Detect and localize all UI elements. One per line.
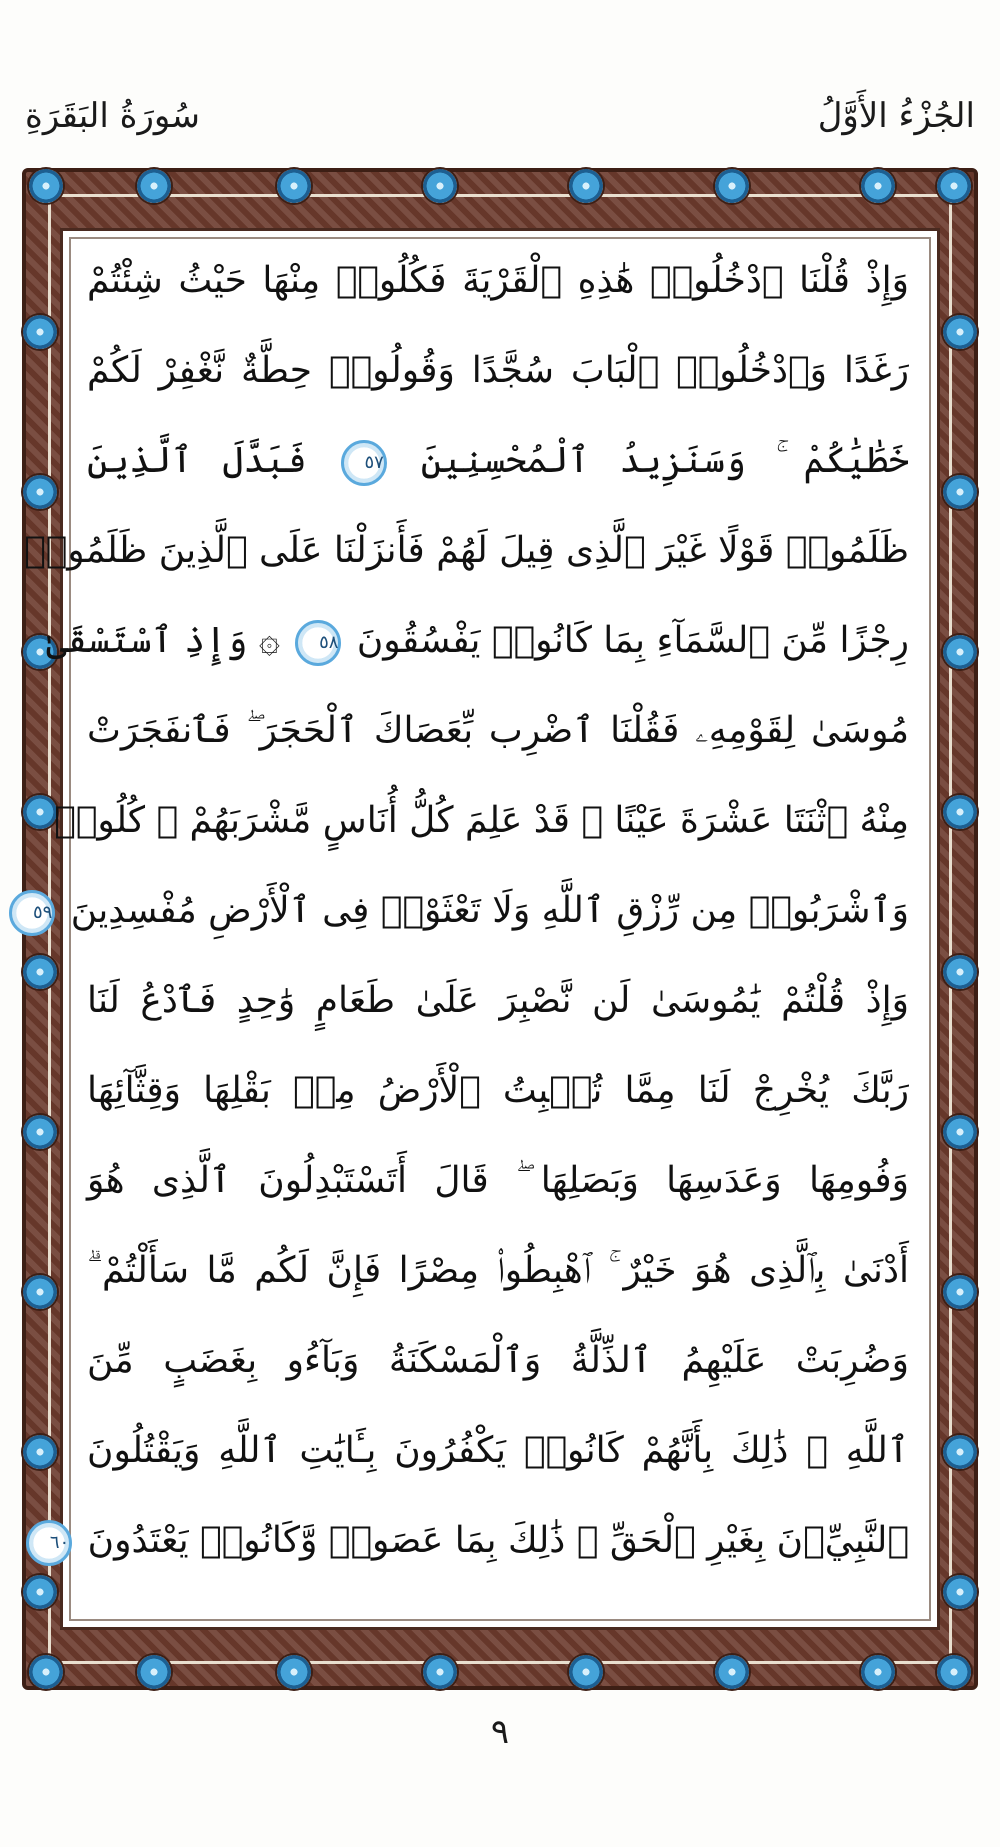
verse-text: ظَلَمُوا۟ قَوْلًا غَيْرَ ٱلَّذِى قِيلَ لَهُمْ فَأَنزَلْنَا عَلَى ٱلَّذِينَ ظَلَمُوا۟ (24, 530, 909, 571)
flower-ornament-icon (23, 955, 57, 989)
flower-ornament-icon (29, 1655, 63, 1689)
juz-title: الجُزْءُ الأَوَّلُ (817, 96, 975, 136)
verse-text: رَبَّكَ يُخْرِجْ لَنَا مِمَّا تُنۢبِتُ ٱلْأَرْضُ مِنۢ بَقْلِهَا وَقِثَّآئِهَا (87, 1070, 909, 1111)
verse-text: وَٱشْرَبُوا۟ مِن رِّزْقِ ٱللَّهِ وَلَا تَعْثَوْا۟ فِى ٱلْأَرْضِ مُفْسِدِينَ (70, 890, 909, 931)
text-panel (24, 228, 940, 1630)
page-header (25, 96, 975, 152)
text-line (87, 1321, 909, 1401)
flower-ornament-icon (715, 1655, 749, 1689)
page-number: ٩ (490, 1712, 510, 1752)
flower-ornament-icon (569, 1655, 603, 1689)
text-line (54, 781, 909, 861)
flower-ornament-icon (23, 475, 57, 509)
flower-ornament-icon (715, 169, 749, 203)
flower-ornament-icon (943, 1115, 977, 1149)
flower-ornament-icon (943, 955, 977, 989)
verse-text: رَغَدًا وَٱدْخُلُوا۟ ٱلْبَابَ سُجَّدًا وَقُولُوا۟ حِطَّةٌ نَّغْفِرْ لَكُمْ (87, 350, 909, 391)
flower-ornament-icon (23, 315, 57, 349)
verse-text: فَبَدَّلَ ٱلَّذِينَ (87, 440, 307, 481)
text-line (87, 1051, 909, 1131)
verse-text: مُوسَىٰ لِقَوْمِهِۦ فَقُلْنَا ٱضْرِب بِّعَصَاكَ ٱلْحَجَرَ ۖ فَٱنفَجَرَتْ (87, 710, 909, 751)
verse-text: مِنْهُ ٱثْنَتَا عَشْرَةَ عَيْنًا ۖ قَدْ عَلِمَ كُلُّ أُنَاسٍ مَّشْرَبَهُمْ ۖ كُلُوا۟ (54, 800, 909, 841)
verse-text: وَفُومِهَا وَعَدَسِهَا وَبَصَلِهَا ۖ قَالَ أَتَسْتَبْدِلُونَ ٱلَّذِى هُوَ (87, 1160, 909, 1201)
flower-ornament-icon (943, 315, 977, 349)
flower-ornament-icon (937, 1655, 971, 1689)
flower-ornament-icon (423, 1655, 457, 1689)
flower-ornament-icon (569, 169, 603, 203)
verse-number-marker: ٥٧ (341, 440, 387, 486)
flower-ornament-icon (137, 169, 171, 203)
verse-text: وَضُرِبَتْ عَلَيْهِمُ ٱلذِّلَّةُ وَٱلْمَسْكَنَةُ وَبَآءُو بِغَضَبٍ مِّنَ (87, 1340, 909, 1381)
flower-ornament-icon (937, 169, 971, 203)
text-line (46, 601, 909, 681)
text-line (87, 1411, 909, 1491)
text-line (49, 1501, 909, 1581)
text-line (87, 331, 909, 411)
text-line (33, 871, 909, 951)
flower-ornament-icon (861, 169, 895, 203)
verse-text: أَدْنَىٰ بِٱلَّذِى هُوَ خَيْرٌ ۚ ٱهْبِطُوا۟ مِصْرًا فَإِنَّ لَكُم مَّا سَأَلْتُمْ ۗ (87, 1250, 909, 1291)
verse-number-marker: ٥٨ (295, 620, 341, 666)
verse-text: رِجْزًا مِّنَ ٱلسَّمَآءِ بِمَا كَانُوا۟ يَفْسُقُونَ (356, 620, 909, 661)
text-line (87, 1141, 909, 1221)
flower-ornament-icon (29, 169, 63, 203)
flower-ornament-icon (423, 169, 457, 203)
verse-text: وَإِذْ قُلْنَا ٱدْخُلُوا۟ هَٰذِهِ ٱلْقَرْيَةَ فَكُلُوا۟ مِنْهَا حَيْثُ شِئْتُمْ (87, 260, 909, 301)
flower-ornament-icon (943, 1575, 977, 1609)
flower-ornament-icon (861, 1655, 895, 1689)
text-line (87, 961, 909, 1041)
verse-text: وَإِذْ قُلْتُمْ يَٰمُوسَىٰ لَن نَّصْبِرَ عَلَىٰ طَعَامٍ وَٰحِدٍ فَٱدْعُ لَنَا (87, 980, 909, 1021)
text-line (87, 241, 909, 321)
verse-text: ٱللَّهِ ۗ ذَٰلِكَ بِأَنَّهُمْ كَانُوا۟ يَكْفُرُونَ بِـَٔايَٰتِ ٱللَّهِ وَيَقْتُلُونَ (87, 1430, 909, 1471)
flower-ornament-icon (943, 475, 977, 509)
verse-text: ۞ وَإِذِ ٱسْتَسْقَىٰ (46, 620, 280, 661)
flower-ornament-icon (277, 169, 311, 203)
text-line (24, 511, 909, 591)
flower-ornament-icon (137, 1655, 171, 1689)
flower-ornament-icon (23, 1435, 57, 1469)
text-line (87, 421, 909, 501)
flower-ornament-icon (943, 795, 977, 829)
flower-ornament-icon (943, 1435, 977, 1469)
flower-ornament-icon (23, 1115, 57, 1149)
verse-text: ٱلنَّبِيِّۦنَ بِغَيْرِ ٱلْحَقِّ ۗ ذَٰلِكَ بِمَا عَصَوا۟ وَّكَانُوا۟ يَعْتَدُونَ (87, 1520, 909, 1561)
flower-ornament-icon (943, 1275, 977, 1309)
flower-ornament-icon (23, 795, 57, 829)
verse-text: خَطَٰيَٰكُمْ ۚ وَسَنَزِيدُ ٱلْمُحْسِنِينَ (420, 440, 909, 481)
verse-number-marker: ٥٩ (9, 890, 55, 936)
flower-ornament-icon (277, 1655, 311, 1689)
surah-title: سُورَةُ البَقَرَةِ (25, 96, 200, 136)
flower-ornament-icon (943, 635, 977, 669)
text-line (87, 1231, 909, 1311)
verse-number-marker: ٦٠ (26, 1520, 72, 1566)
flower-ornament-icon (23, 1275, 57, 1309)
text-line (87, 691, 909, 771)
